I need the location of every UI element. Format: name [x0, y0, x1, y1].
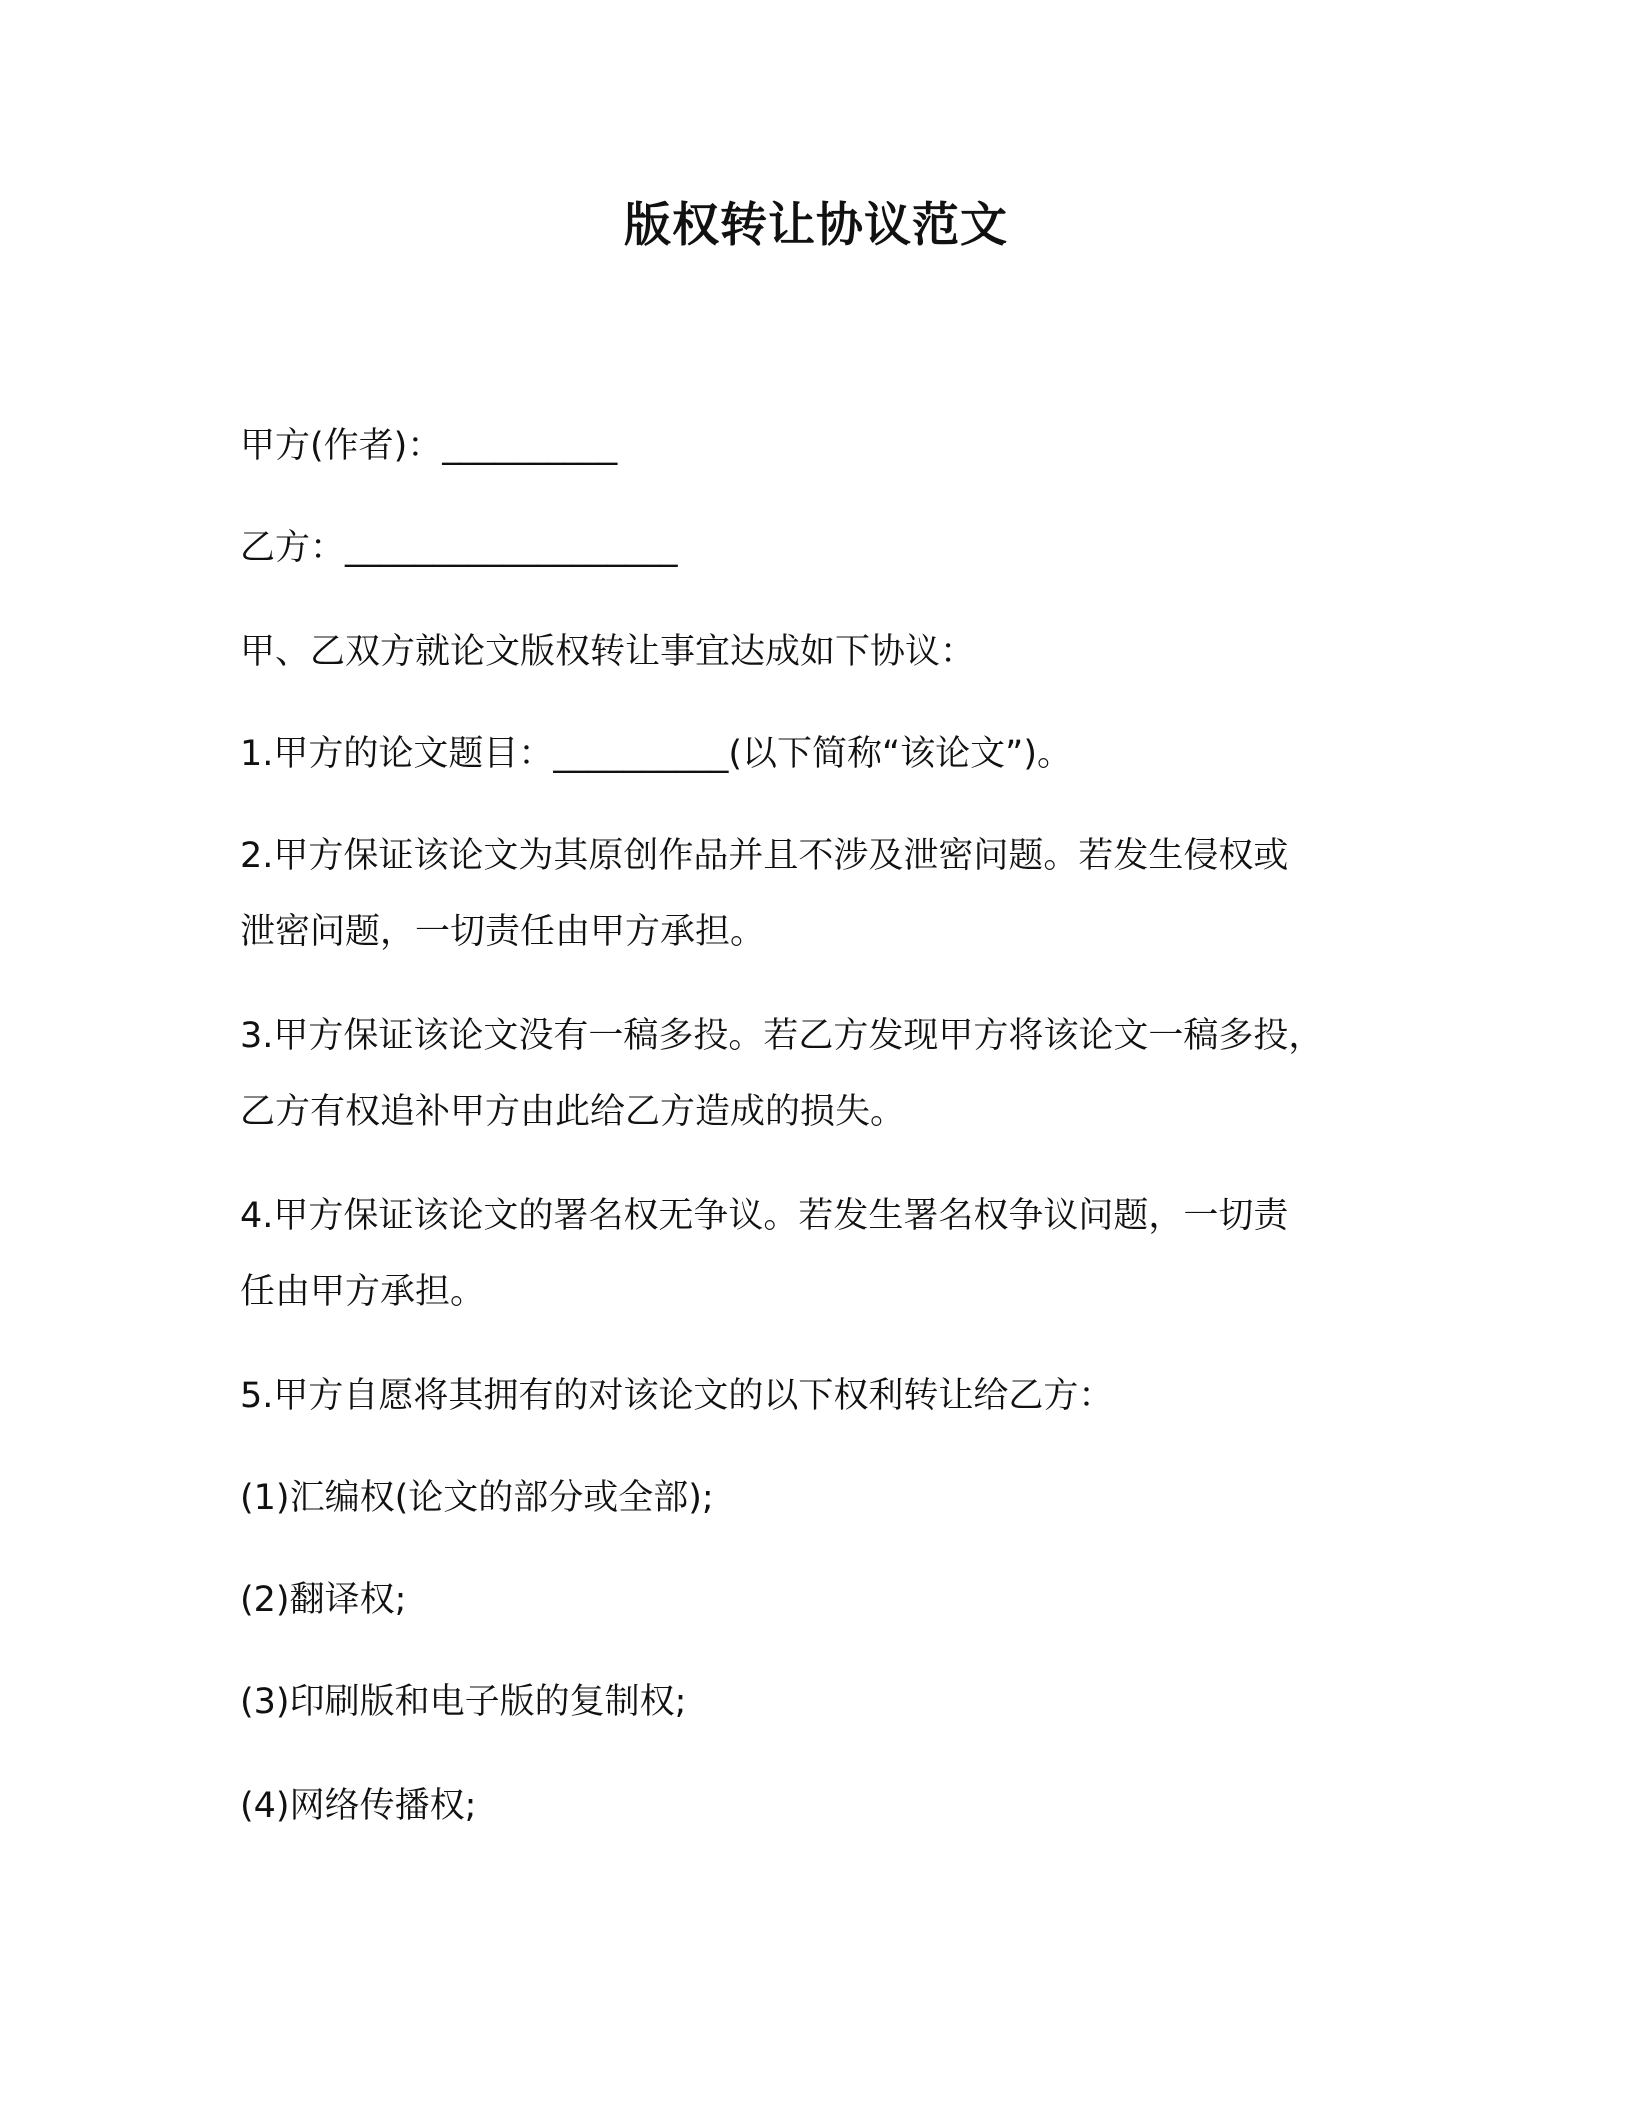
clause-5: 5.甲方自愿将其拥有的对该论文的以下权利转让给乙方： — [240, 1376, 1114, 1416]
clause-2-line-1: 2.甲方保证该论文为其原创作品并且不涉及泄密问题。若发生侵权或 — [240, 836, 1289, 876]
right-item-4: (4)网络传播权; — [240, 1786, 477, 1826]
clause-2-line-2: 泄密问题，一切责任由甲方承担。 — [240, 912, 766, 952]
party-b-line: 乙方：___________________ — [240, 528, 678, 568]
clause-4-line-1: 4.甲方保证该论文的署名权无争议。若发生署名权争议问题，一切责 — [240, 1196, 1289, 1236]
right-item-1: (1)汇编权(论文的部分或全部); — [240, 1478, 714, 1518]
right-item-3: (3)印刷版和电子版的复制权; — [240, 1682, 687, 1722]
clause-4-line-2: 任由甲方承担。 — [240, 1272, 486, 1312]
clause-1: 1.甲方的论文题目：__________(以下简称“该论文”)。 — [240, 734, 1072, 774]
clause-3-line-1: 3.甲方保证该论文没有一稿多投。若乙方发现甲方将该论文一稿多投， — [240, 1016, 1324, 1056]
agreement-intro: 甲、乙双方就论文版权转让事宜达成如下协议： — [240, 632, 976, 672]
right-item-2: (2)翻译权; — [240, 1580, 407, 1620]
clause-3-line-2: 乙方有权追补甲方由此给乙方造成的损失。 — [240, 1092, 906, 1132]
party-a-line: 甲方(作者)：__________ — [240, 426, 618, 466]
document-title: 版权转让协议范文 — [624, 198, 1008, 253]
